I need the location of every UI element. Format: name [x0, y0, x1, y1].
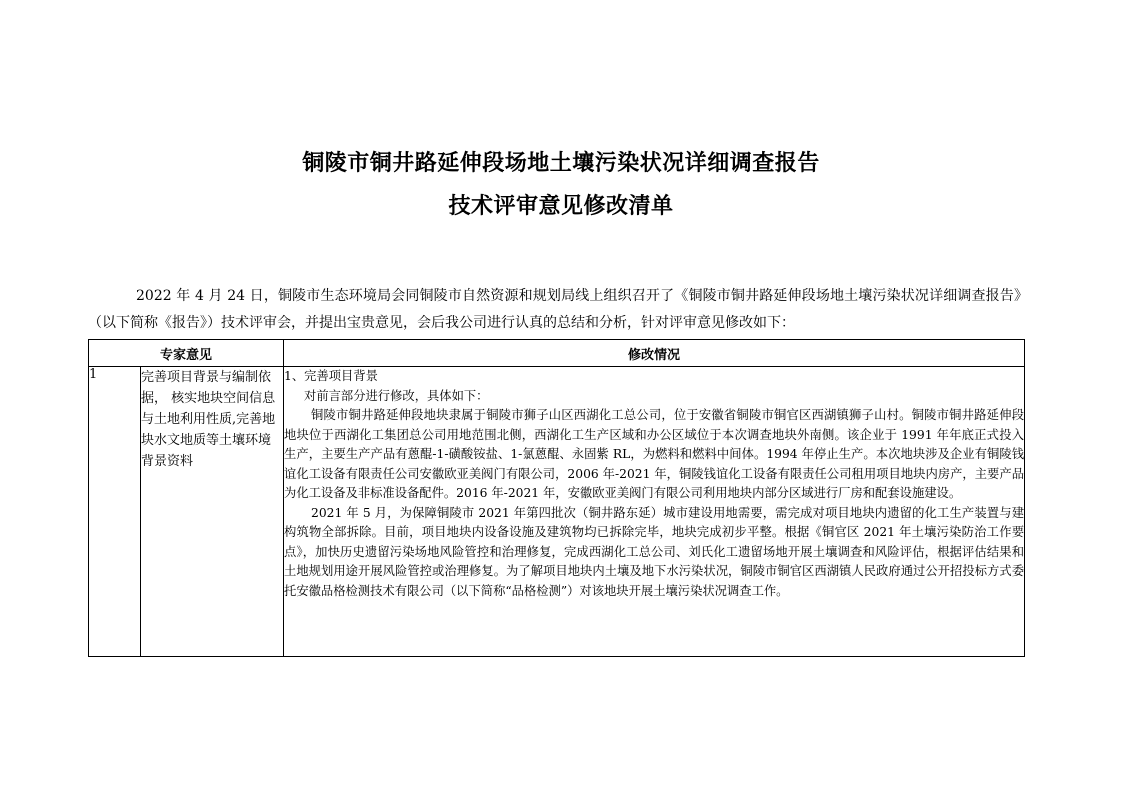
revision-heading: 1、完善项目背景 — [284, 369, 378, 383]
revision-paragraph: 2021 年 5 月，为保障铜陵市 2021 年第四批次（铜井路东延）城市建设用地需要，需完成对项目地块内遗留的化工生产装置与建构筑物全部拆除。目前，项目地块内设备设施及建筑物均已拆除完毕，地块完成初步平整。根据《铜官区 2021 年土壤污染防治工作要点》，加快历史遗留污染场地风险管控和治理修复，完成西湖化工总公司、刘氏化工遗留场地开展土壤调查和风险评估，根据评估结果和土地规划用途开展风险管控或治理修复。为了解项目地块内土壤及地下水污染状况，铜陵市铜官区西湖镇人民政府通过公开招投标方式委托安徽品格检测技术有限公司（以下简称“品格检测”）对该地块开展土壤污染状况调查工作。 — [284, 505, 1025, 598]
revision-cell — [284, 367, 1025, 657]
expert-opinion-cell: 完善项目背景与编制依据， 核实地块空间信息与土地利用性质,完善地块水文地质等土壤环境背景资料 — [141, 367, 284, 657]
document-title: 铜陵市铜井路延伸段场地土壤污染状况详细调查报告 — [302, 151, 820, 176]
row-number: 1 — [89, 367, 141, 657]
intro-paragraph: 2022 年 4 月 24 日，铜陵市生态环境局会同铜陵市自然资源和规划局线上组织召开了《铜陵市铜井路延伸段场地土壤污染状况详细调查报告》（以下简称《报告》）技术评审会，并提出宝贵意见，会后我公司进行认真的总结和分析，针对评审意见修改如下： — [88, 288, 1028, 331]
review-table — [88, 339, 1025, 657]
revision-subheading: 对前言部分进行修改，具体如下： — [304, 388, 489, 403]
header-expert-opinion: 专家意见 — [89, 340, 284, 367]
document-subtitle: 技术评审意见修改清单 — [448, 194, 674, 219]
table-row — [89, 367, 1025, 657]
table-header-row — [89, 340, 1025, 367]
header-revision: 修改情况 — [284, 340, 1025, 367]
revision-paragraph: 铜陵市铜井路延伸段地块隶属于铜陵市狮子山区西湖化工总公司，位于安徽省铜陵市铜官区西湖镇狮子山村。铜陵市铜井路延伸段地块位于西湖化工集团总公司用地范围北侧，西湖化工生产区域和办公区域位于本次调查地块外南侧。该企业于 1991 年年底正式投入生产，主要生产产品有蒽醌-1-磺酸铵盐、1-氯蒽醌、永固紫 RL，为燃料和燃料中间体。1994 年停止生产。本次地块涉及企业有铜陵钱谊化工设备有限责任公司安徽欧亚美阀门有限公司，2006 年-2021 年，铜陵钱谊化工设备有限责任公司租用项目地块内房产，主要产品为化工设备及非标准设备配件。2016 年-2021 年，安徽欧亚美阀门有限公司利用地块内部分区域进行厂房和配套设施建设。 — [284, 408, 1025, 500]
